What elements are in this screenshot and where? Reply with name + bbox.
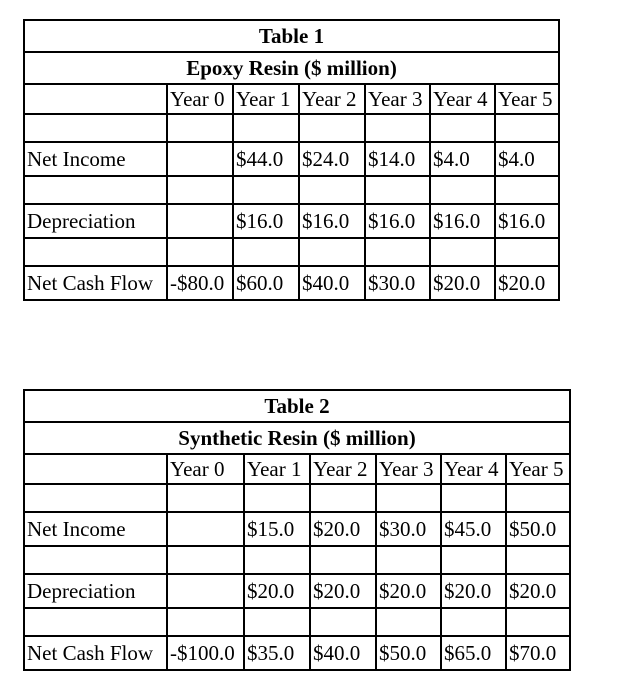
table-cell: $44.0 xyxy=(233,142,299,176)
table-cell: $40.0 xyxy=(310,636,376,670)
table-row xyxy=(24,204,559,238)
table-cell: $20.0 xyxy=(376,574,441,608)
table-subtitle: Synthetic Resin ($ million) xyxy=(24,422,570,454)
table-cell: $4.0 xyxy=(430,142,495,176)
table-cell: $40.0 xyxy=(299,266,365,300)
table-cell: $30.0 xyxy=(365,266,430,300)
table-cell: $70.0 xyxy=(506,636,570,670)
table-cell: -$80.0 xyxy=(167,266,233,300)
table-cell: -$100.0 xyxy=(167,636,244,670)
header-cell: Year 5 xyxy=(506,454,570,484)
table-cell: $16.0 xyxy=(299,204,365,238)
spacer-row xyxy=(24,484,570,512)
table-title: Table 1 xyxy=(24,20,559,52)
table-cell: $4.0 xyxy=(495,142,559,176)
table-cell: $60.0 xyxy=(233,266,299,300)
table-row xyxy=(24,142,559,176)
row-label: Net Cash Flow xyxy=(24,636,167,670)
table-cell: $20.0 xyxy=(310,574,376,608)
row-label: Depreciation xyxy=(24,574,167,608)
table-cell: $50.0 xyxy=(506,512,570,546)
table-cell: $65.0 xyxy=(441,636,506,670)
header-cell: Year 2 xyxy=(310,454,376,484)
header-cell: Year 3 xyxy=(365,84,430,114)
table-cell: $16.0 xyxy=(365,204,430,238)
table-cell: $20.0 xyxy=(310,512,376,546)
header-cell: Year 4 xyxy=(430,84,495,114)
table-row xyxy=(24,636,570,670)
header-cell: Year 3 xyxy=(376,454,441,484)
row-label: Net Cash Flow xyxy=(24,266,167,300)
table-cell xyxy=(167,512,244,546)
header-cell xyxy=(24,84,167,114)
table-cell xyxy=(167,142,233,176)
spacer-row xyxy=(24,608,570,636)
header-cell: Year 0 xyxy=(167,84,233,114)
table-cell: $50.0 xyxy=(376,636,441,670)
row-label: Depreciation xyxy=(24,204,167,238)
header-row xyxy=(24,454,570,484)
table-cell: $20.0 xyxy=(244,574,310,608)
table-row xyxy=(24,574,570,608)
table-cell: $16.0 xyxy=(233,204,299,238)
table-cell: $20.0 xyxy=(506,574,570,608)
table-cell xyxy=(167,574,244,608)
spacer-row xyxy=(24,546,570,574)
header-cell: Year 0 xyxy=(167,454,244,484)
spacer-row xyxy=(24,176,559,204)
table-cell: $15.0 xyxy=(244,512,310,546)
spacer-row xyxy=(24,114,559,142)
table-cell: $30.0 xyxy=(376,512,441,546)
table-cell: $24.0 xyxy=(299,142,365,176)
table-cell: $20.0 xyxy=(441,574,506,608)
table-cell: $16.0 xyxy=(430,204,495,238)
header-cell: Year 1 xyxy=(233,84,299,114)
table-row xyxy=(24,266,559,300)
row-label: Net Income xyxy=(24,512,167,546)
table-cell: $20.0 xyxy=(430,266,495,300)
table-subtitle: Epoxy Resin ($ million) xyxy=(24,52,559,84)
header-cell: Year 5 xyxy=(495,84,559,114)
header-cell xyxy=(24,454,167,484)
header-cell: Year 4 xyxy=(441,454,506,484)
table-cell: $16.0 xyxy=(495,204,559,238)
table-cell xyxy=(167,204,233,238)
table-cell: $35.0 xyxy=(244,636,310,670)
header-row xyxy=(24,84,559,114)
header-cell: Year 2 xyxy=(299,84,365,114)
table-cell: $20.0 xyxy=(495,266,559,300)
synthetic-resin-table xyxy=(23,389,571,671)
header-cell: Year 1 xyxy=(244,454,310,484)
table-row xyxy=(24,512,570,546)
spacer-row xyxy=(24,238,559,266)
table-cell: $45.0 xyxy=(441,512,506,546)
table-title: Table 2 xyxy=(24,390,570,422)
table-cell: $14.0 xyxy=(365,142,430,176)
epoxy-resin-table xyxy=(23,19,560,301)
row-label: Net Income xyxy=(24,142,167,176)
